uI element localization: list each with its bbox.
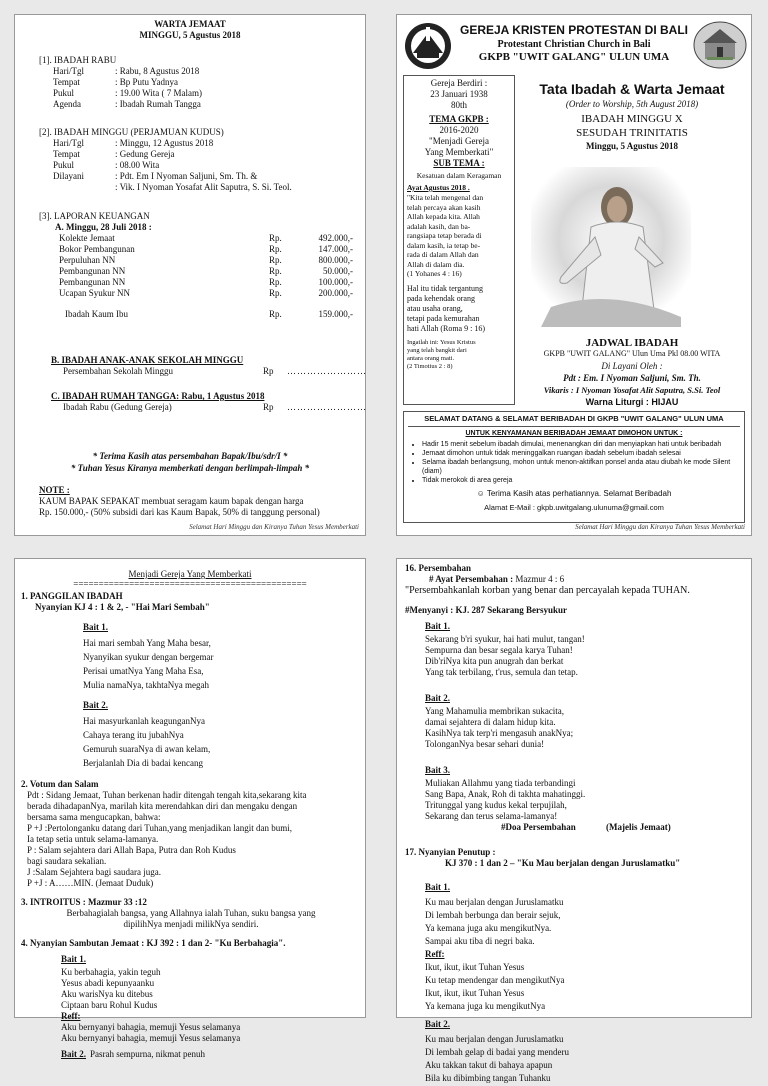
text-line: P +J : A……MIN. (Jemaat Duduk) [27,878,154,888]
section-title: 17. Nyanyian Penutup : [405,847,496,857]
verse-label: Bait 3. [425,765,451,775]
text-line: Cahaya terang itu jubahNya [83,730,184,740]
terima-text: Terima Kasih atas perhatiannya. Selamat Beribadah [486,489,672,498]
text-line: Yesus abadi kepunyaanku [61,978,155,988]
side-info-box [403,75,515,405]
trinitatis-title: SESUDAH TRINITATIS [576,127,688,139]
verse [61,949,361,1062]
text-line: Yang tak terbilang, t'rus, semula dan tetap. [425,667,578,677]
finance-value: …………………… [287,366,367,376]
finance-value: 200.000,- [318,288,353,298]
detail-value: : Ibadah Rumah Tangga [115,99,201,109]
thanks-line-2: * Tuhan Yesus Kiranya memberkati dengan berlimpah-limpah * [70,463,310,473]
text-line: Ingatlah ini: Yesus Kristus [407,338,476,346]
verse [83,695,361,769]
text-line: Ku tetap mendengar dan mengikutNya [425,975,565,985]
text-line: KasihNya tak terp'ri mengasuh anakNya; [425,728,574,738]
text-line: P : Salam sejahtera dari Allah Bapa, Putra dan Roh Kudus [27,845,236,855]
rule-item: • Hadir 15 menit sebelum ibadah dimulai, menenangkan diri dan menyiapkan hati untuk beribadah [422,440,740,449]
verse-lines [425,778,745,822]
text-line: adalah kasih, dan ba- [407,221,471,231]
text-line: Berbahagialah bangsa, yang Allahnya ialah Tuhan, suku bangsa yang [66,908,316,918]
finance-label: Ucapan Syukur NN [59,288,130,298]
text-line: "Kita telah mengenal dan [407,193,484,202]
text-line: rada di dalam Allah dan [407,250,479,259]
note-line: Rp. 150.000,- (50% subsidi dari kas Kaum Bapak, 50% di tanggung personal) [39,507,320,517]
jadwal-subtitle: GKPB "UWIT GALANG" Ulun Uma Pkl 08.00 WITA [543,349,721,358]
quote-timotius [407,339,511,371]
detail-row [53,171,292,182]
detail-label: Hari/Tgl [53,138,84,148]
warta-date: MINGGU, 5 Agustus 2018 [139,30,241,40]
text-line: (1 Yohanes 4 : 16) [407,269,462,278]
text-line: antara orang mati. [407,354,455,362]
text-line: Muliakan Allahmu yang tiada terbandingi [425,778,576,788]
church-founded [407,78,511,111]
untuk-title: UNTUK KENYAMANAN BERIBADAH JEMAAT DIMOHON UNTUK : [465,430,683,437]
votum-text [21,790,361,889]
text-line: Gemuruh suaraNya di awan kelam, [83,744,211,754]
verse [83,617,361,691]
verse [425,688,745,750]
tema-text [407,136,511,158]
finance-value: 147.000,- [318,244,353,254]
tema-years: 2016-2020 [439,125,479,135]
section-title: B. IBADAH ANAK-ANAK SEKOLAH MINGGU [51,355,244,365]
text-line: (2 Timotius 2 : 8) [407,362,453,370]
warna-liturgi: Warna Liturgi : HIJAU [585,397,679,407]
liturgy-title: Menjadi Gereja Yang Memberkati [128,569,252,579]
rules-list [422,440,740,485]
ayat-label: # Ayat Persembahan : [429,574,514,584]
text-line: Aku warisNya ku ditebus [61,989,153,999]
order-of-worship: (Order to Worship, 5th August 2018) [565,99,699,109]
finance-label: Ibadah Kaum Ibu [65,309,128,319]
verse-label: Bait 1. [425,882,451,892]
finance-label: Ibadah Rabu (Gedung Gereja) [63,402,172,412]
finance-value: 100.000,- [318,277,353,287]
doa-persembahan [501,822,745,833]
main-title: Tata Ibadah & Warta Jemaat [539,81,725,97]
text-line: tetapi pada kemurahan [407,313,480,323]
verse-label: Bait 1. [61,954,87,964]
verse-label: Bait 2. [425,1019,451,1029]
text-line: Ikut, ikut, ikut Tuhan Yesus [425,988,525,998]
section-ibadah-minggu [39,127,292,193]
text-line: pada kehendak orang [407,293,475,303]
page-footer: Selamat Hari Minggu dan Kiranya Tuhan Yesus Memberkati [189,523,359,531]
text-line: Sekarang b'ri syukur, hai hati mulut, tangan! [425,634,585,644]
detail-value: : Vik. I Nyoman Yosafat Alit Saputra, S. Si. Teol. [115,182,292,192]
verse-lines [425,634,745,678]
text-line: Berjalanlah Dia di badai kencang [83,758,203,768]
verse [425,616,745,678]
pendeta: Pdt : Em. I Nyoman Saljuni, Sm. Th. [563,373,701,383]
finance-row [65,309,359,320]
text-line: Mulia namaNya, takhtaNya megah [83,680,209,690]
section-title: 2. Votum dan Salam [21,779,99,789]
divider-rule: ============================================== [73,579,307,589]
text-line: atau usaha orang, [407,303,463,313]
text-line: Hai masyurkanlah keagunganNya [83,716,205,726]
note-line: KAUM BAPAK SEPAKAT membuat seragam kaum bapak dengan harga [39,496,304,506]
detail-value: : Bp Putu Yadnya [115,77,179,87]
welcome-box [403,411,745,523]
page-warta-jemaat [14,14,366,536]
reff-lines [61,1022,361,1044]
text-line: "Menjadi Gereja [429,136,489,146]
section-title: 3. INTROITUS : Mazmur 33 :12 [21,897,147,907]
detail-row [53,99,202,110]
page-cover [396,14,752,536]
finance-value: 492.000,- [318,233,353,243]
section-title: [1]. IBADAH RABU [39,55,117,65]
section-laporan-keuangan [39,211,359,320]
liturgy-part-2 [405,563,745,1086]
cover-date: Minggu, 5 Agustus 2018 [585,141,679,151]
dilayani-label: Di Layani Oleh : [601,361,663,371]
church-building-photo [693,21,747,69]
text-line: Di lembah berbunga dan berair sejuk, [425,910,561,920]
text-line: hati Allah (Roma 9 : 16) [407,323,485,333]
song-title: KJ 370 : 1 dan 2 – "Ku Mau berjalan dengan Juruslamatku" [445,858,681,868]
verse-label: Bait 1. [425,621,451,631]
text-line: Ku mau berjalan dengan Juruslamatku [425,897,564,907]
note-title: NOTE : [39,485,70,495]
detail-value: : Rabu, 8 Agustus 2018 [115,66,200,76]
section-title: [3]. LAPORAN KEUANGAN [39,211,150,221]
liturgy-part-1 [21,591,361,1062]
rule-item: • Jemaat dimohon untuk tidak meninggalkan ruangan ibadah sebelum ibadah selesai [422,449,740,458]
song-title: Nyanyian KJ 4 : 1 & 2, - "Hai Mari Sembah" [35,602,210,612]
tema-title: TEMA GKPB : [429,114,489,124]
finance-value: …………………… [287,402,367,412]
text-line: Ku berbahagia, yakin teguh [61,967,161,977]
text-line: Ku mau berjalan dengan Juruslamatku [425,1034,564,1044]
text-line: Aku bernyanyi bahagia, memuji Yesus selamanya [61,1022,241,1032]
text-line: bagi saudara sekalian. [27,856,107,866]
text-line: Tritunggal yang kudus kekal terpujilah, [425,800,567,810]
finance-subtitle: A. Minggu, 28 Juli 2018 : [55,222,152,232]
finance-row [59,244,359,255]
ibadah-title: IBADAH MINGGU X [581,113,683,125]
text-line: damai sejahtera di dalam hidup kita. [425,717,556,727]
jadwal-title: JADWAL IBADAH [585,337,679,349]
verse-lines [83,638,361,691]
rule-item: • Tidak merokok di area gereja [422,476,740,485]
verse-lines [61,967,361,1011]
detail-row [53,149,292,160]
section-ibadah-rabu [39,55,202,110]
finance-currency: Rp. [269,244,282,254]
ayat-ref: Mazmur 4 : 6 [515,574,565,584]
terima-kasih [408,488,740,499]
ayat-text: "Persembahkanlah korban yang benar dan percayalah kepada TUHAN. [405,585,690,596]
text-line: J :Salam Sejahtera bagi saudara juga. [27,867,161,877]
detail-label: Dilayani [53,171,84,181]
church-logo [403,21,453,71]
church-name: GEREJA KRISTEN PROTESTAN DI BALI [459,23,689,37]
rabu-details [39,66,202,110]
detail-value: : 19.00 Wita ( 7 Malam) [115,88,202,98]
detail-label: Tempat [53,77,80,87]
detail-label: Hari/Tgl [53,66,84,76]
song-title: #Menyanyi : KJ. 287 Sekarang Bersyukur [405,605,568,615]
finance-label: Perpuluhan NN [59,255,116,265]
finance-currency: Rp [263,366,274,376]
finance-currency: Rp [263,402,274,412]
text-line: Ia tetap setia untuk selama-lamanya. [27,834,159,844]
detail-label: Tempat [53,149,80,159]
welcome-text: SELAMAT DATANG & SELAMAT BERIBADAH DI GKPB "UWIT GALANG" ULUN UMA [424,414,724,423]
detail-row [53,138,292,149]
text-line: Hal itu tidak tergantung [407,283,484,293]
finance-label: Kolekte Jemaat [59,233,115,243]
section-title: 1. PANGGILAN IBADAH [21,591,123,601]
text-line: Ya kemana juga ku mengikutNya [425,1001,546,1011]
verse-lines [425,897,745,947]
finance-currency: Rp. [269,288,282,298]
text-line: 23 Januari 1938 [430,89,488,99]
finance-currency: Rp. [269,233,282,243]
finance-row [59,233,359,244]
text-line: Allah kepada kita. Allah [407,212,480,221]
reff-lines [425,962,745,1012]
section-sekolah-minggu [51,355,367,377]
detail-row [53,182,292,193]
text-line: rangsiapa tetap berada di [407,231,482,240]
note [39,485,320,518]
page-tata-ibadah-1 [14,558,366,1059]
doa-leader: (Majelis Jemaat) [606,822,671,832]
text-line: Sampai aku tiba di negri baka. [425,936,535,946]
text-line: dipilihNya menjadi milikNya sendiri. [123,919,259,929]
finance-label: Pembangunan NN [59,266,126,276]
reff-label: Reff: [425,949,445,959]
congregation-name: GKPB "UWIT GALANG" ULUN UMA [478,51,670,63]
quote-roma [407,284,511,334]
ayat-title: Ayat Agustus 2018 . [407,183,470,192]
detail-value: : Minggu, 12 Agustus 2018 [115,138,214,148]
introitus-text [21,908,361,930]
text-line: berada dihadapanNya, marilah kita merendahkan diri dan mengaku dengan [27,801,298,811]
detail-row [53,88,202,99]
text-line: Nyanyikan syukur dengan bergemar [83,652,214,662]
section-title: 16. Persembahan [405,563,471,573]
finance-row [59,255,359,266]
text-line: Di lembah gelap di badai yang menderu [425,1047,569,1057]
section-title: C. IBADAH RUMAH TANGGA: Rabu, 1 Agustus 2018 [51,391,265,401]
text-line: Sekarang dan terus selama-lamanya! [425,811,558,821]
verse-label: Bait 2. [61,1049,87,1059]
verse-label: Bait 1. [83,622,109,632]
text-line: dalam kasih, ia tetap be- [407,240,481,250]
text-line: Pdt : Sidang Jemaat, Tuhan berkenan hadir ditengah tengah kita,sekarang kita [27,790,307,800]
finance-value: 159.000,- [318,309,353,319]
verse-lines [83,716,361,769]
detail-value: : Gedung Gereja [115,149,175,159]
subtema-title: SUB TEMA : [433,158,485,168]
text-line: Ya kemana juga aku mengikutNya. [425,923,552,933]
detail-value: : 08.00 Wita [115,160,160,170]
finance-label: Persembahan Sekolah Minggu [63,366,173,376]
text-line: 80th [450,100,467,110]
verse-label: Bait 2. [425,693,451,703]
section-title: 4. Nyanyian Sambutan Jemaat : KJ 392 : 1 dan 2- "Ku Berbahagia". [21,938,286,948]
verse-label: Bait 2. [83,700,109,710]
verse-line: Pasrah sempurna, nikmat penuh [90,1049,205,1059]
text-line: bersama sama mengucapkan, bahwa: [27,812,161,822]
finance-label: Bokor Pembangunan [59,244,135,254]
rule-item: • Selama ibadah berlangsung, mohon untuk menon-aktifkan ponsel anda atau diubah ke mode Silent (diam) [422,458,740,476]
finance-label: Pembangunan NN [59,277,126,287]
verse [425,760,745,822]
finance-row [59,288,359,299]
text-line: Dib'riNya kita pun anugrah dan berkat [425,656,564,666]
finance-currency: Rp. [269,255,282,265]
text-line: Yang Memberkati" [424,147,494,157]
detail-value: : Pdt. Em I Nyoman Saljuni, Sm. Th. & [115,171,258,181]
text-line: Perisai umatNya Yang Maha Esa, [83,666,204,676]
text-line: telah percaya akan kasih [407,202,481,212]
text-line: Sempurna dan besar segala karya Tuhan! [425,645,573,655]
detail-label [53,182,115,193]
finance-currency: Rp. [269,266,282,276]
page-tata-ibadah-2 [396,558,752,1083]
finance-currency: Rp. [269,309,282,319]
finance-value: 800.000,- [318,255,353,265]
email-address[interactable]: Alamat E-Mail : gkpb.uwitgalang.ulunuma@gmail.com [484,503,664,512]
text-line: Aku takkan takut di bahaya apapun [425,1060,553,1070]
doa-label: #Doa Persembahan [501,822,576,832]
text-line: P +J :Pertolonganku datang dari Tuhan,yang menjadikan langit dan bumi, [27,823,292,833]
vikaris: Vikaris : I Nyoman Yosafat Alit Saputra, S.Si. Teol [543,385,721,395]
verse [425,877,745,1084]
reff-label: Reff: [61,1011,81,1021]
ayat-text [407,193,511,279]
ayat-persembahan [429,574,745,585]
text-line: Ciptaan baru Rohul Kudus [61,1000,158,1010]
page-footer: Selamat Hari Minggu dan Kiranya Tuhan Yesus Memberkati [575,523,745,531]
verse-lines [425,706,745,750]
finance-table [59,233,359,299]
detail-label: Agenda [53,99,81,109]
text-line: Sang Bapa, Anak, Roh di takhta mahatinggi. [425,789,586,799]
subtema: Kesatuan dalam Keragaman [416,171,502,180]
finance-row [63,402,367,413]
text-line: Aku bernyanyi bahagia, memuji Yesus selamanya [61,1033,241,1043]
finance-currency: Rp. [269,277,282,287]
text-line: Allah di dalam dia. [407,259,465,269]
section-rumah-tangga [51,391,367,413]
jesus-illustration [531,167,691,327]
warta-title: WARTA JEMAAT [154,19,226,29]
section-title: [2]. IBADAH MINGGU (PERJAMUAN KUDUS) [39,127,224,137]
text-line: Yang Mahamulia membrikan sukacita, [425,706,565,716]
church-name-english: Protestant Christian Church in Bali [497,39,651,50]
text-line: Bila ku dibimbing tangan Tuhanku [425,1073,551,1083]
finance-row [59,277,359,288]
verse-lines [425,1034,745,1084]
thanks-line-1: * Terima Kasih atas persembahan Bapak/Ibu/sdr/I * [92,451,288,461]
text-line: TolonganNya besar sehari dunia! [425,739,545,749]
detail-label: Pukul [53,88,75,98]
finance-row [63,366,367,377]
detail-row [53,77,202,88]
minggu-details [39,138,292,193]
text-line: yang telah bangkit dari [407,346,467,354]
detail-label: Pukul [53,160,75,170]
detail-row [53,66,202,77]
finance-row [59,266,359,277]
text-line: Gereja Berdiri : [430,78,488,88]
finance-value: 50.000,- [323,266,353,276]
text-line: Ikut, ikut, ikut Tuhan Yesus [425,962,525,972]
detail-row [53,160,292,171]
text-line: Hai mari sembah Yang Maha besar, [83,638,211,648]
smiley-icon: ☺ [476,489,485,498]
